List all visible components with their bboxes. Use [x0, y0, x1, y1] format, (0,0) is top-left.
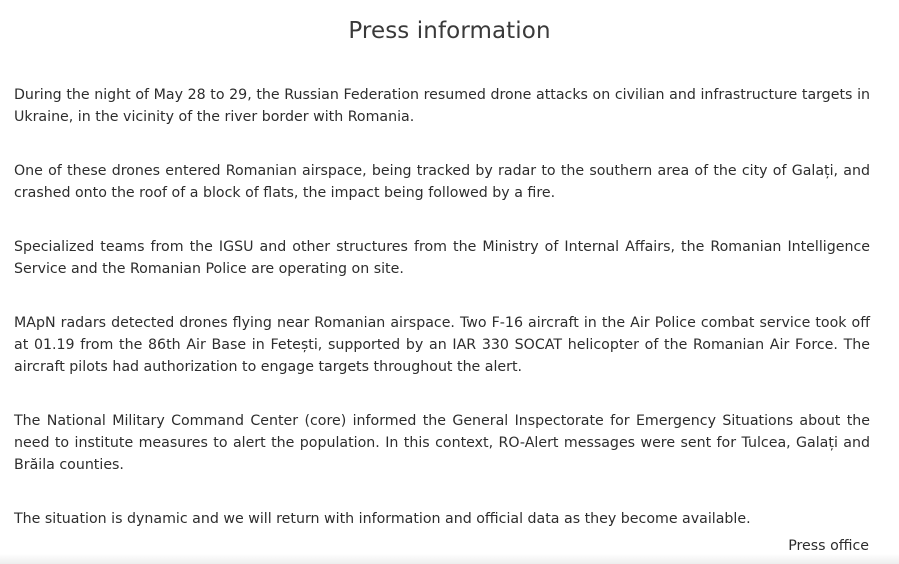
paragraph-air-police: MApN radars detected drones flying near Romanian airspace. Two F-16 aircraft in the Air Police combat service took off at 01.19 from the 86th Air Base in Fetești, supported by an IAR 330 SOCAT helicopter of the Romanian Air Force. The aircraft pilots had authorization to engage targets throughout the alert.: [14, 315, 870, 375]
bottom-edge-shadow: [0, 554, 899, 564]
page-title: Press information: [348, 18, 551, 44]
press-release-body: [14, 84, 870, 562]
signature-press-office: Press office: [788, 538, 869, 554]
paragraph-ro-alert: The National Military Command Center (core) informed the General Inspectorate for Emergency Situations about the need to institute measures to alert the population. In this context, RO-Alert messages were sent for Tulcea, Galați and Brăila counties.: [14, 413, 870, 473]
paragraph-drone-attacks: During the night of May 28 to 29, the Russian Federation resumed drone attacks on civilian and infrastructure targets in Ukraine, in the vicinity of the river border with Romania.: [14, 87, 870, 125]
paragraph-galati-crash: One of these drones entered Romanian airspace, being tracked by radar to the southern area of the city of Galați, and crashed onto the roof of a block of flats, the impact being followed by a fire.: [14, 163, 870, 201]
paragraph-teams-on-site: Specialized teams from the IGSU and other structures from the Ministry of Internal Affairs, the Romanian Intelligence Service and the Romanian Police are operating on site.: [14, 239, 870, 277]
paragraph-situation-dynamic: The situation is dynamic and we will return with information and official data as they become available.: [14, 511, 751, 527]
